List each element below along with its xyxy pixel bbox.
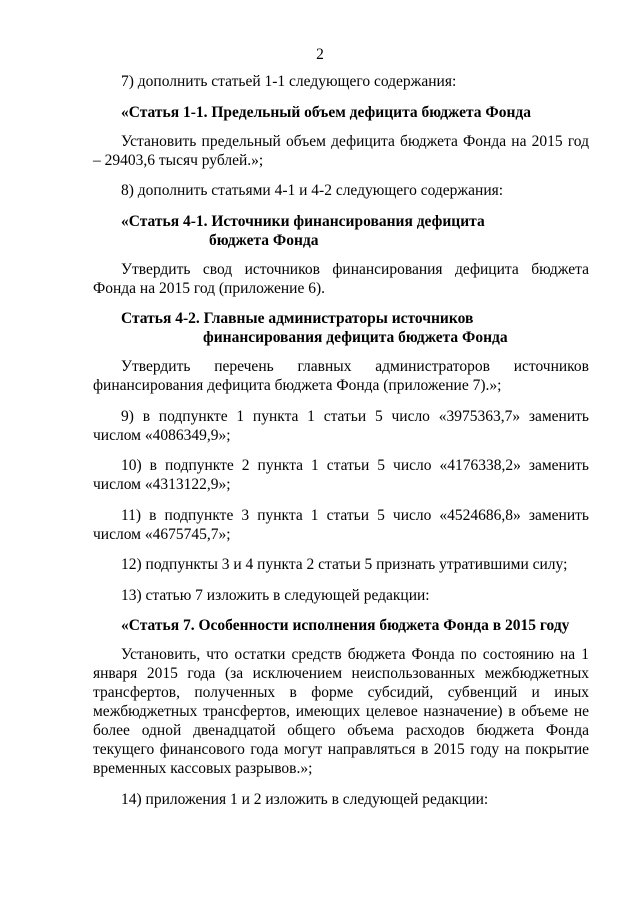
- article-4-1-heading-line1: «Статья 4-1. Источники финансирования дефицита: [121, 212, 485, 230]
- paragraph-item-9: 9) в подпункте 1 пункта 1 статьи 5 число «3975363,7» заменить числом «4086349,9»;: [93, 407, 589, 444]
- article-4-1-heading: [93, 212, 589, 250]
- paragraph-item-10: 10) в подпункте 2 пункта 1 статьи 5 число «4176338,2» заменить числом «4313122,9»;: [93, 457, 589, 493]
- article-1-1-text: Установить предельный объем дефицита бюджета Фонда на 2015 год – 29403,6 тысяч рублей.»;: [93, 132, 589, 169]
- paragraph-item-14: 14) приложения 1 и 2 изложить в следующей редакции:: [121, 790, 489, 808]
- paragraph-item-11: 11) в подпункте 3 пункта 1 статьи 5 число «4524686,8» заменить числом «4675745,7»;: [93, 506, 589, 543]
- article-1-1-heading: «Статья 1-1. Предельный объем дефицита бюджета Фонда: [121, 103, 531, 121]
- article-4-2-heading-line1: Статья 4-2. Главные администраторы источников: [121, 310, 474, 327]
- paragraph-item-8: 8) дополнить статьями 4-1 и 4-2 следующего содержания:: [121, 182, 504, 199]
- paragraph-item-7: 7) дополнить статьей 1-1 следующего содержания:: [121, 73, 457, 90]
- article-7-text: Установить, что остатки средств бюджета Фонда по состоянию на 1 января 2015 года (за исключением неиспользованных межбюджетных трансфертов, полученных в форме субсидий, субвенций и иных межбюджетных трансфертов, имеющих целевое назначение) в объеме не более одной двенадцатой общего объема расходов бюджета Фонда текущего финансового года могут направляться в 2015 году на покрытие временных кассовых разрывов.»;: [93, 646, 589, 777]
- article-7-heading: «Статья 7. Особенности исполнения бюджета Фонда в 2015 году: [121, 617, 570, 634]
- paragraph-item-13: 13) статью 7 изложить в следующей редакции:: [121, 586, 430, 604]
- article-4-1-text: Утвердить свод источников финансирования дефицита бюджета Фонда на 2015 год (приложение 6).: [93, 260, 589, 297]
- article-4-2-heading: [93, 309, 589, 347]
- page-number: 2: [316, 46, 324, 63]
- article-4-2-text: Утвердить перечень главных администраторов источников финансирования дефицита бюджета Фонда (приложение 7).»;: [93, 358, 589, 394]
- article-4-2-heading-line2: финансирования дефицита бюджета Фонда: [203, 329, 508, 346]
- document-body: [93, 72, 589, 820]
- article-4-1-heading-line2: бюджета Фонда: [209, 231, 319, 249]
- paragraph-item-12: 12) подпункты 3 и 4 пункта 2 статьи 5 признать утратившими силу;: [121, 556, 568, 573]
